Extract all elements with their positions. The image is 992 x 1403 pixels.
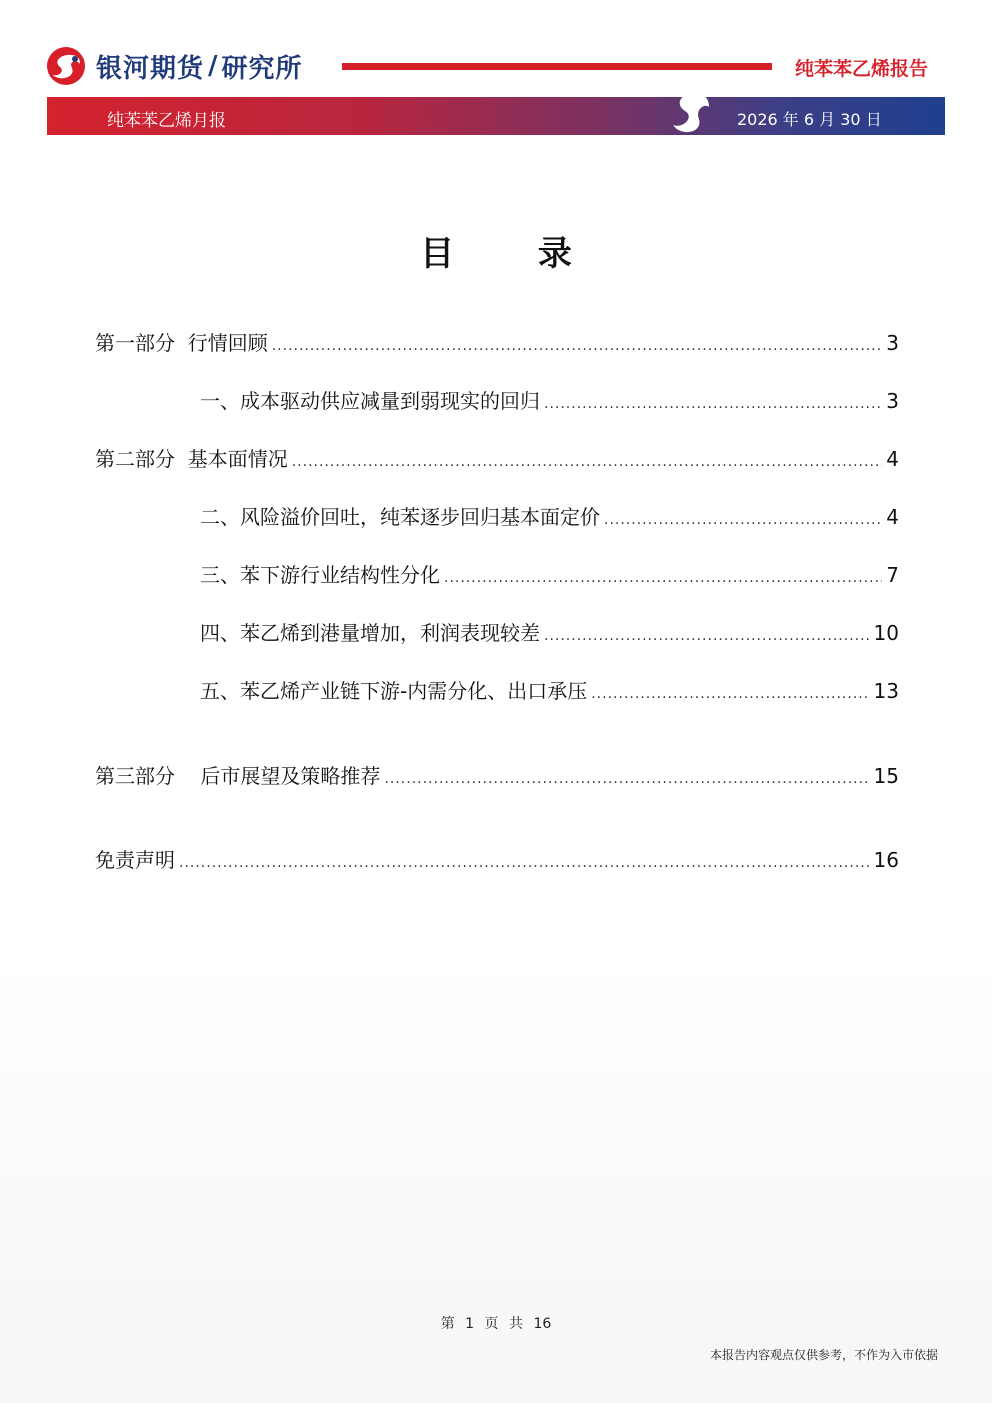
- toc-entry-label: 第二部分 基本面情况: [95, 447, 288, 471]
- toc-entry-page: 7: [886, 563, 899, 587]
- toc-leader-dots: [444, 570, 882, 586]
- toc-leader-dots: [604, 512, 882, 528]
- toc-entry[interactable]: [95, 443, 899, 472]
- toc-entry-label: 二、风险溢价回吐，纯苯逐步回归基本面定价: [200, 505, 600, 529]
- brand-separator: /: [208, 51, 218, 81]
- toc-entry-label: 三、苯下游行业结构性分化: [200, 563, 440, 587]
- toc-entry[interactable]: [95, 327, 899, 356]
- toc-entry-page: 16: [873, 848, 899, 872]
- toc-entry-page: 10: [873, 621, 899, 645]
- brand-name: 银河期货: [96, 53, 205, 84]
- toc-leader-dots: [384, 771, 869, 787]
- toc-entry-label: 免责声明: [95, 848, 175, 872]
- toc-leader-dots: [591, 686, 869, 702]
- toc-entry-label: 第三部分 后市展望及策略推荐: [95, 764, 381, 788]
- footer-disclaimer: 本报告内容观点仅供参考，不作为入市依据: [709, 1348, 938, 1362]
- toc-entry[interactable]: [95, 844, 899, 873]
- toc-leader-dots: [272, 338, 883, 354]
- report-date: 2026 年 6 月 30 日: [737, 110, 882, 129]
- toc-leader-dots: [544, 628, 870, 644]
- report-type-label: 纯苯苯乙烯报告: [794, 58, 928, 80]
- toc-entry[interactable]: [200, 675, 899, 704]
- toc-entry[interactable]: [200, 617, 899, 646]
- toc-entry[interactable]: [200, 385, 899, 414]
- toc-entry-page: 15: [873, 764, 899, 788]
- toc-entry-label: 四、苯乙烯到港量增加，利润表现较差: [200, 621, 540, 645]
- toc-title: 目 录: [420, 234, 608, 274]
- toc-entry[interactable]: [200, 501, 899, 530]
- toc-entry-page: 13: [873, 679, 899, 703]
- toc-leader-dots: [179, 855, 870, 871]
- toc-leader-dots: [544, 396, 882, 412]
- toc-entry[interactable]: [200, 559, 899, 588]
- toc-leader-dots: [292, 454, 883, 470]
- toc-entry-page: 3: [886, 331, 899, 355]
- toc-entry-label: 第一部分 行情回顾: [95, 331, 268, 355]
- toc-entry-page: 3: [886, 389, 899, 413]
- toc-entry[interactable]: [95, 760, 899, 789]
- institute-name: 研究所: [221, 53, 303, 84]
- toc-entry-label: 一、成本驱动供应减量到弱现实的回归: [200, 389, 540, 413]
- page-indicator: 第 1 页 共 16: [440, 1316, 552, 1332]
- toc-entry-page: 4: [886, 505, 899, 529]
- toc-entry-page: 4: [886, 447, 899, 471]
- banner-title: 纯苯苯乙烯月报: [107, 111, 226, 131]
- toc-entry-label: 五、苯乙烯产业链下游-内需分化、出口承压: [200, 679, 588, 703]
